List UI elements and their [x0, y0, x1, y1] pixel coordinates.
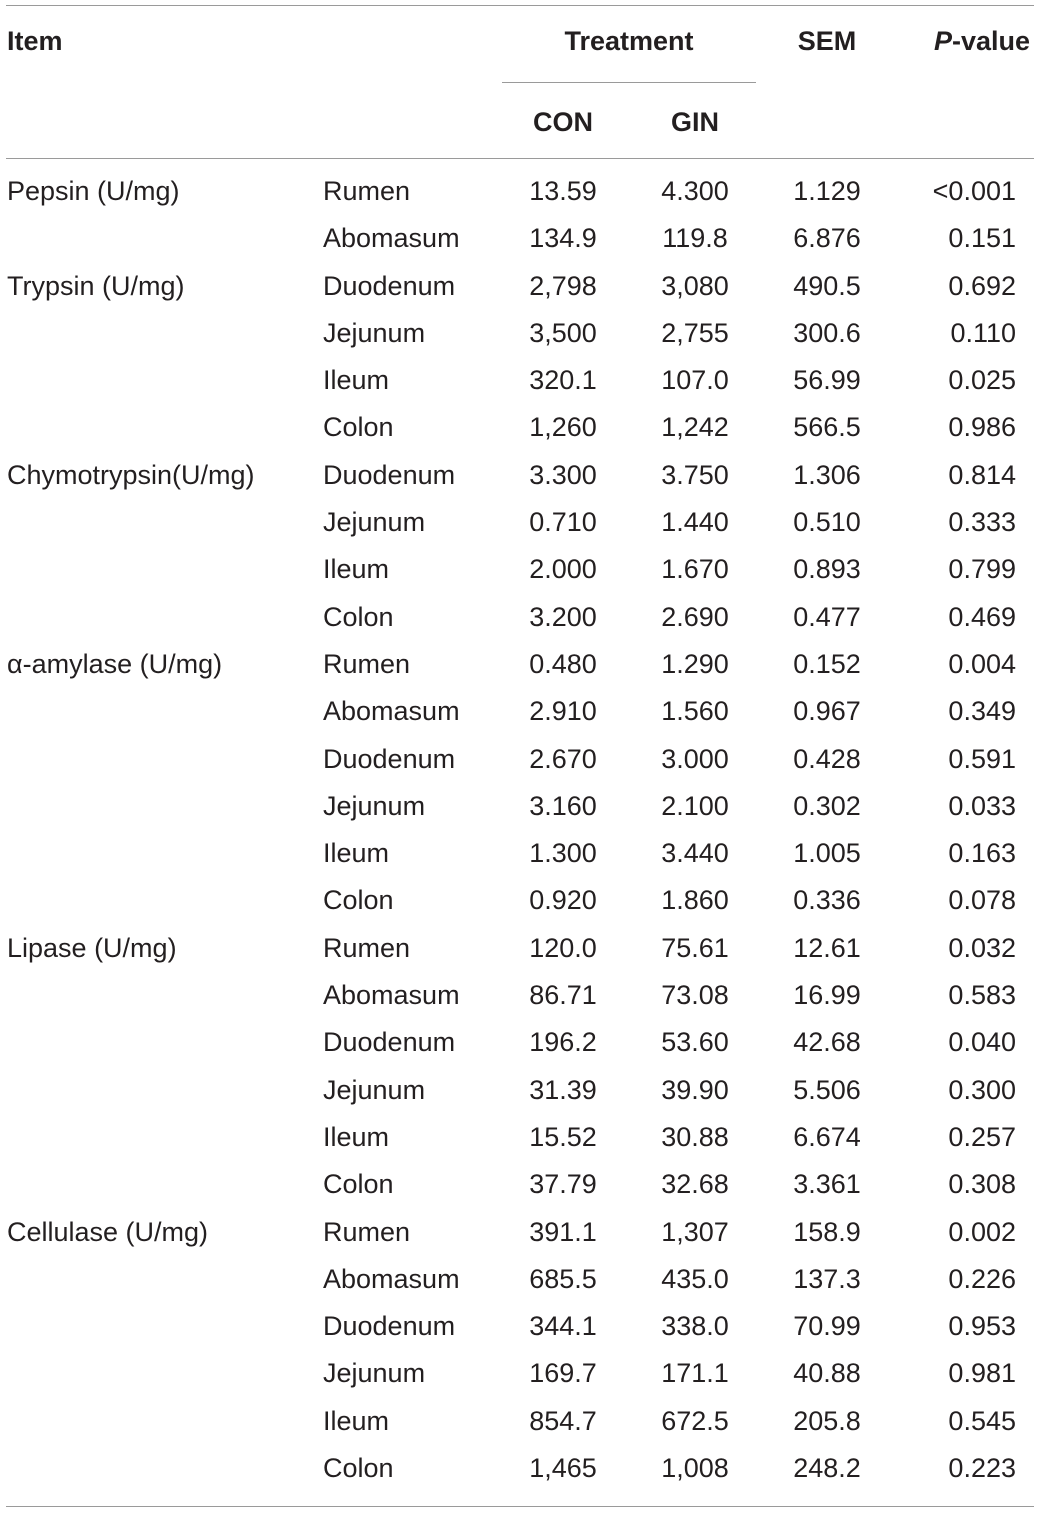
cell-con: 1.300 — [529, 838, 597, 869]
header-con: CON — [533, 107, 593, 137]
cell-con: 13.59 — [529, 176, 597, 206]
cell-sem: 42.68 — [793, 1027, 861, 1058]
cell-gin: 2.690 — [661, 601, 729, 632]
table-row — [0, 927, 1040, 974]
cell-con: 134.9 — [529, 223, 597, 254]
table-row — [0, 359, 1040, 406]
cell-con: 685.5 — [529, 1263, 597, 1294]
cell-p-value: 0.004 — [948, 648, 1016, 679]
cell-sem: 5.506 — [793, 1074, 861, 1105]
cell-gin: 1,242 — [661, 412, 729, 443]
cell-gin: 107.0 — [661, 365, 729, 396]
cell-gin: 2.100 — [661, 790, 729, 821]
table-row — [0, 1021, 1040, 1068]
cell-p-value: 0.025 — [948, 365, 1016, 396]
cell-site: Jejunum — [323, 1358, 426, 1389]
cell-p-value: 0.163 — [948, 838, 1016, 869]
cell-sem: 3.361 — [793, 1169, 861, 1200]
cell-p-value: 0.257 — [948, 1121, 1016, 1152]
table-row — [0, 1352, 1040, 1399]
cell-site: Colon — [323, 885, 394, 916]
cell-site: Rumen — [323, 1216, 411, 1247]
cell-gin: 119.8 — [662, 223, 728, 254]
cell-p-value: 0.591 — [948, 743, 1016, 774]
cell-p-value: 0.078 — [948, 885, 1016, 916]
table-row — [0, 1163, 1040, 1210]
cell-sem: 16.99 — [793, 980, 861, 1011]
cell-sem: 0.336 — [793, 885, 861, 916]
cell-site: Jejunum — [323, 1074, 426, 1105]
cell-site: Colon — [323, 412, 394, 443]
cell-gin: 39.90 — [661, 1074, 729, 1105]
cell-p-value: 0.032 — [948, 932, 1016, 963]
cell-sem: 6.674 — [793, 1121, 861, 1152]
cell-item: α-amylase (U/mg) — [7, 648, 223, 679]
cell-sem: 0.967 — [793, 696, 861, 727]
cell-p-value: 0.469 — [948, 601, 1016, 632]
cell-site: Rumen — [323, 648, 411, 679]
cell-con: 320.1 — [529, 365, 597, 396]
table-row — [0, 548, 1040, 595]
cell-gin: 1.440 — [661, 507, 729, 538]
table-row — [0, 265, 1040, 312]
cell-sem: 70.99 — [793, 1311, 861, 1342]
cell-gin: 1.860 — [661, 885, 729, 916]
table-row — [0, 643, 1040, 690]
cell-sem: 6.876 — [793, 223, 861, 254]
cell-site: Colon — [323, 1453, 394, 1484]
cell-p-value: 0.110 — [950, 317, 1016, 348]
table-row — [0, 217, 1040, 264]
table-row — [0, 1258, 1040, 1305]
cell-p-value: 0.040 — [948, 1027, 1016, 1058]
cell-con: 2.000 — [529, 554, 597, 585]
cell-con: 3,500 — [529, 317, 597, 348]
header-rule — [6, 158, 1034, 159]
cell-con: 15.52 — [529, 1121, 597, 1152]
cell-sem: 12.61 — [793, 932, 861, 963]
cell-sem: 1.129 — [793, 176, 861, 206]
header-p-letter: P — [933, 26, 952, 56]
table-row — [0, 1400, 1040, 1447]
table-row — [0, 1447, 1040, 1494]
cell-site: Duodenum — [323, 459, 456, 490]
table-row — [0, 1305, 1040, 1352]
cell-con: 86.71 — [529, 980, 597, 1011]
cell-gin: 338.0 — [661, 1311, 729, 1342]
cell-site: Ileum — [323, 1121, 390, 1152]
table-row — [0, 738, 1040, 785]
cell-sem: 248.2 — [793, 1453, 861, 1484]
cell-p-value: 0.151 — [948, 223, 1016, 254]
cell-site: Ileum — [323, 365, 390, 396]
cell-site: Duodenum — [323, 1311, 456, 1342]
table-row — [0, 785, 1040, 832]
cell-gin: 1,008 — [661, 1453, 729, 1484]
cell-site: Jejunum — [323, 790, 426, 821]
cell-p-value: 0.814 — [948, 459, 1016, 490]
header-p-value — [934, 26, 1030, 56]
cell-site: Ileum — [323, 554, 390, 585]
treatment-rule — [502, 82, 756, 83]
cell-p-value: 0.002 — [948, 1216, 1016, 1247]
cell-gin: 3,080 — [661, 270, 729, 301]
cell-item: Pepsin (U/mg) — [7, 176, 180, 206]
cell-p-value: 0.545 — [948, 1405, 1016, 1436]
cell-site: Rumen — [323, 932, 411, 963]
cell-con: 0.710 — [529, 507, 597, 538]
cell-site: Ileum — [323, 1405, 390, 1436]
header-p-suffix: -value — [951, 26, 1030, 56]
cell-gin: 1,307 — [661, 1216, 729, 1247]
table-row — [0, 501, 1040, 548]
cell-site: Duodenum — [323, 270, 456, 301]
cell-con: 196.2 — [529, 1027, 597, 1058]
table-row — [0, 1211, 1040, 1258]
table-row — [0, 1116, 1040, 1163]
cell-p-value: 0.981 — [948, 1358, 1016, 1389]
cell-site: Abomasum — [323, 696, 460, 727]
cell-site: Abomasum — [323, 980, 460, 1011]
cell-sem: 0.893 — [793, 554, 861, 585]
cell-p-value: 0.308 — [948, 1169, 1016, 1200]
table-row — [0, 1069, 1040, 1116]
table-row — [0, 170, 1040, 217]
cell-sem: 0.152 — [793, 648, 861, 679]
cell-con: 2.910 — [529, 696, 597, 727]
cell-item: Cellulase (U/mg) — [7, 1216, 209, 1247]
cell-sem: 0.302 — [793, 790, 861, 821]
cell-con: 31.39 — [529, 1074, 597, 1105]
cell-sem: 56.99 — [793, 365, 861, 396]
header-sem: SEM — [797, 26, 857, 56]
cell-site: Duodenum — [323, 1027, 456, 1058]
cell-gin: 75.61 — [661, 932, 729, 963]
cell-sem: 490.5 — [793, 270, 861, 301]
cell-site: Ileum — [323, 838, 390, 869]
table-row — [0, 312, 1040, 359]
header-item: Item — [7, 26, 63, 56]
cell-gin: 53.60 — [661, 1027, 729, 1058]
cell-p-value: 0.033 — [948, 790, 1016, 821]
cell-gin: 171.1 — [661, 1358, 729, 1389]
cell-gin: 4.300 — [661, 176, 729, 206]
table-row — [0, 690, 1040, 737]
cell-item: Trypsin (U/mg) — [7, 270, 185, 301]
table-row — [0, 974, 1040, 1021]
cell-gin: 672.5 — [661, 1405, 729, 1436]
cell-gin: 1.560 — [661, 696, 729, 727]
cell-p-value: <0.001 — [932, 176, 1016, 206]
cell-con: 3.300 — [529, 459, 597, 490]
cell-sem: 0.428 — [793, 743, 861, 774]
cell-gin: 3.000 — [661, 743, 729, 774]
cell-con: 0.920 — [529, 885, 597, 916]
cell-gin: 2,755 — [661, 317, 729, 348]
table-row — [0, 879, 1040, 926]
cell-sem: 566.5 — [793, 412, 861, 443]
cell-gin: 30.88 — [661, 1121, 729, 1152]
cell-con: 854.7 — [529, 1405, 597, 1436]
cell-sem: 158.9 — [793, 1216, 861, 1247]
cell-gin: 3.440 — [661, 838, 729, 869]
header-gin: GIN — [670, 107, 719, 137]
cell-p-value: 0.953 — [948, 1311, 1016, 1342]
cell-gin: 73.08 — [661, 980, 729, 1011]
table-row — [0, 406, 1040, 453]
cell-p-value: 0.583 — [948, 980, 1016, 1011]
cell-con: 0.480 — [529, 648, 597, 679]
cell-con: 1,465 — [529, 1453, 597, 1484]
table-row — [0, 454, 1040, 501]
bottom-rule — [6, 1506, 1034, 1507]
cell-site: Duodenum — [323, 743, 456, 774]
cell-sem: 137.3 — [793, 1263, 861, 1294]
cell-p-value: 0.986 — [948, 412, 1016, 443]
cell-p-value: 0.300 — [948, 1074, 1016, 1105]
cell-con: 169.7 — [529, 1358, 597, 1389]
cell-sem: 1.005 — [793, 838, 861, 869]
cell-site: Abomasum — [323, 223, 460, 254]
cell-gin: 1.290 — [661, 648, 729, 679]
cell-sem: 300.6 — [793, 317, 861, 348]
top-rule — [6, 5, 1034, 6]
cell-p-value: 0.799 — [948, 554, 1016, 585]
cell-con: 120.0 — [529, 932, 597, 963]
cell-item: Chymotrypsin(U/mg) — [7, 459, 255, 490]
cell-con: 344.1 — [529, 1311, 597, 1342]
cell-con: 2.670 — [529, 743, 597, 774]
cell-sem: 0.477 — [793, 601, 861, 632]
cell-gin: 32.68 — [661, 1169, 729, 1200]
cell-p-value: 0.333 — [948, 507, 1016, 538]
cell-sem: 0.510 — [793, 507, 861, 538]
cell-p-value: 0.223 — [948, 1453, 1016, 1484]
cell-gin: 435.0 — [661, 1263, 729, 1294]
cell-p-value: 0.226 — [948, 1263, 1016, 1294]
cell-sem: 40.88 — [793, 1358, 861, 1389]
cell-con: 37.79 — [529, 1169, 597, 1200]
cell-p-value: 0.692 — [948, 270, 1016, 301]
cell-gin: 3.750 — [661, 459, 729, 490]
cell-site: Colon — [323, 1169, 394, 1200]
header-treatment: Treatment — [564, 26, 694, 56]
cell-sem: 205.8 — [793, 1405, 861, 1436]
cell-site: Jejunum — [323, 317, 426, 348]
table-row — [0, 596, 1040, 643]
cell-item: Lipase (U/mg) — [7, 932, 177, 963]
cell-site: Jejunum — [323, 507, 426, 538]
cell-con: 3.160 — [529, 790, 597, 821]
cell-con: 2,798 — [529, 270, 597, 301]
table-body — [0, 170, 1040, 1494]
cell-con: 1,260 — [529, 412, 597, 443]
cell-gin: 1.670 — [661, 554, 729, 585]
cell-con: 391.1 — [529, 1216, 597, 1247]
cell-site: Rumen — [323, 176, 411, 206]
cell-p-value: 0.349 — [948, 696, 1016, 727]
cell-con: 3.200 — [529, 601, 597, 632]
cell-sem: 1.306 — [793, 459, 861, 490]
cell-site: Abomasum — [323, 1263, 460, 1294]
cell-site: Colon — [323, 601, 394, 632]
table-row — [0, 832, 1040, 879]
